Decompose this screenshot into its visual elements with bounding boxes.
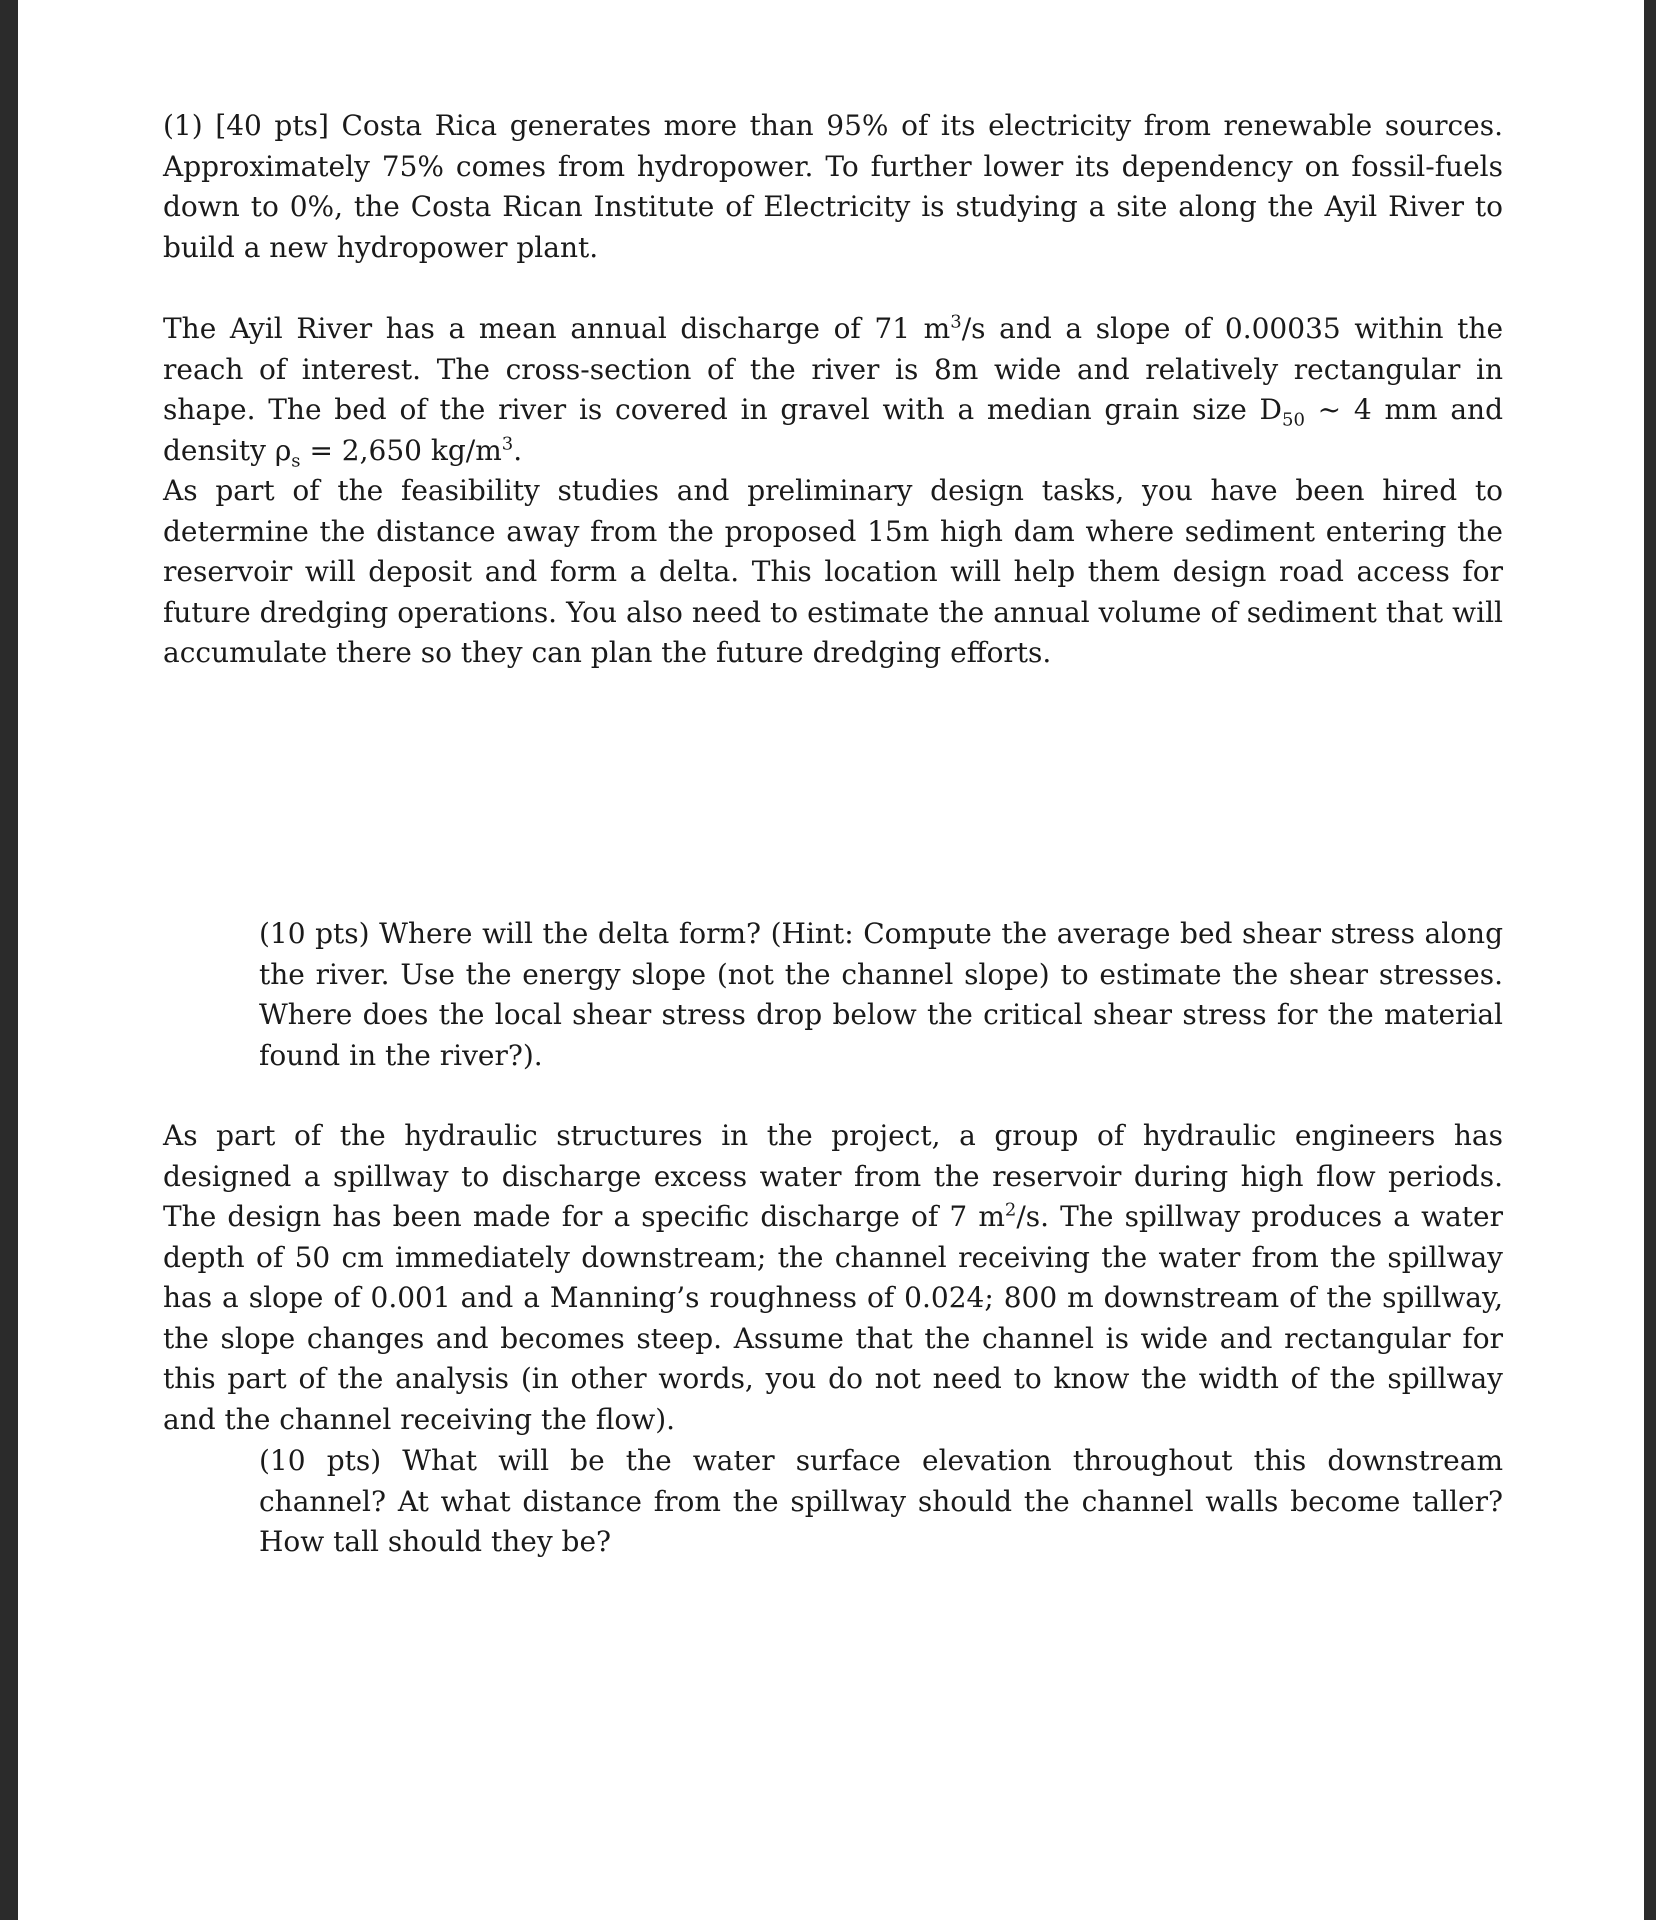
delta-question: (10 pts) Where will the delta form? (Hint: Compute the average bed shear stress along the river. Use the energy slope (not the channel slope) to estimate the shear stresses. Where does the local shear stress drop below the critical shear stress for the material found in the river?). — [259, 917, 1503, 1072]
river-text-4: = 2,650 kg/m — [300, 433, 502, 467]
river-text-3: ~ 4 mm and density ρ — [163, 393, 1504, 467]
grain-size-subscript: 50 — [1282, 409, 1305, 431]
river-text-1: The Ayil River has a mean annual discharge of 71 m — [163, 312, 951, 345]
feasibility-paragraph: As part of the feasibility studies and preliminary design tasks, you have been hired to determine the distance away from the proposed 15m high dam where sediment entering the reservoir will deposit and form a delta. This location will help them design road access for future dredging operations. You also need to estimate the annual volume of sediment that will accumulate there so they can plan the future dredging efforts. — [163, 474, 1503, 669]
walls-question: (10 pts) What will be the water surface elevation throughout this downstream channel? At what distance from the spillway should the channel walls become taller? How tall should they be? — [259, 1444, 1503, 1558]
river-description-paragraph — [163, 309, 1503, 471]
density-subscript: s — [291, 450, 301, 472]
density-unit-exponent: 3 — [501, 433, 514, 455]
spillway-text-2: /s. The spillway produces a water depth of 50 cm immediately downstream; the channel receiving the water from the spillway has a slope of 0.001 and a Manning’s roughness of 0.024; 800 m downstream of the spillway, the slope changes and becomes steep. Assume that the channel is wide and rectangular for this part of the analysis (in other words, you do not need to know the width of the spillway and the channel receiving the flow). — [163, 1200, 1503, 1436]
intro-paragraph: (1) [40 pts] Costa Rica generates more than 95% of its electricity from renewable sources. Approximately 75% comes from hydropower. To further lower its dependency on fossil-fuels down to 0%, the Costa Rican Institute of Electricity is studying a site along the Ayil River to build a new hydropower plant. — [163, 109, 1503, 264]
river-text-2: /s and a slope of 0.00035 within the reach of interest. The cross-section of the river is 8m wide and relatively rectangular in shape. The bed of the river is covered in gravel with a median grain size D — [163, 312, 1504, 426]
spillway-paragraph — [163, 1116, 1503, 1440]
page-right-border — [1644, 0, 1656, 1920]
spillway-text-1: As part of the hydraulic structures in the project, a group of hydraulic engineers has designed a spillway to discharge excess water from the reservoir during high flow periods. The design has been made for a specific discharge of 7 m — [163, 1119, 1503, 1233]
river-text-end: . — [513, 433, 523, 467]
page-left-border — [0, 0, 18, 1920]
cubic-exponent: 3 — [950, 311, 962, 333]
squared-exponent: 2 — [1004, 1199, 1017, 1221]
